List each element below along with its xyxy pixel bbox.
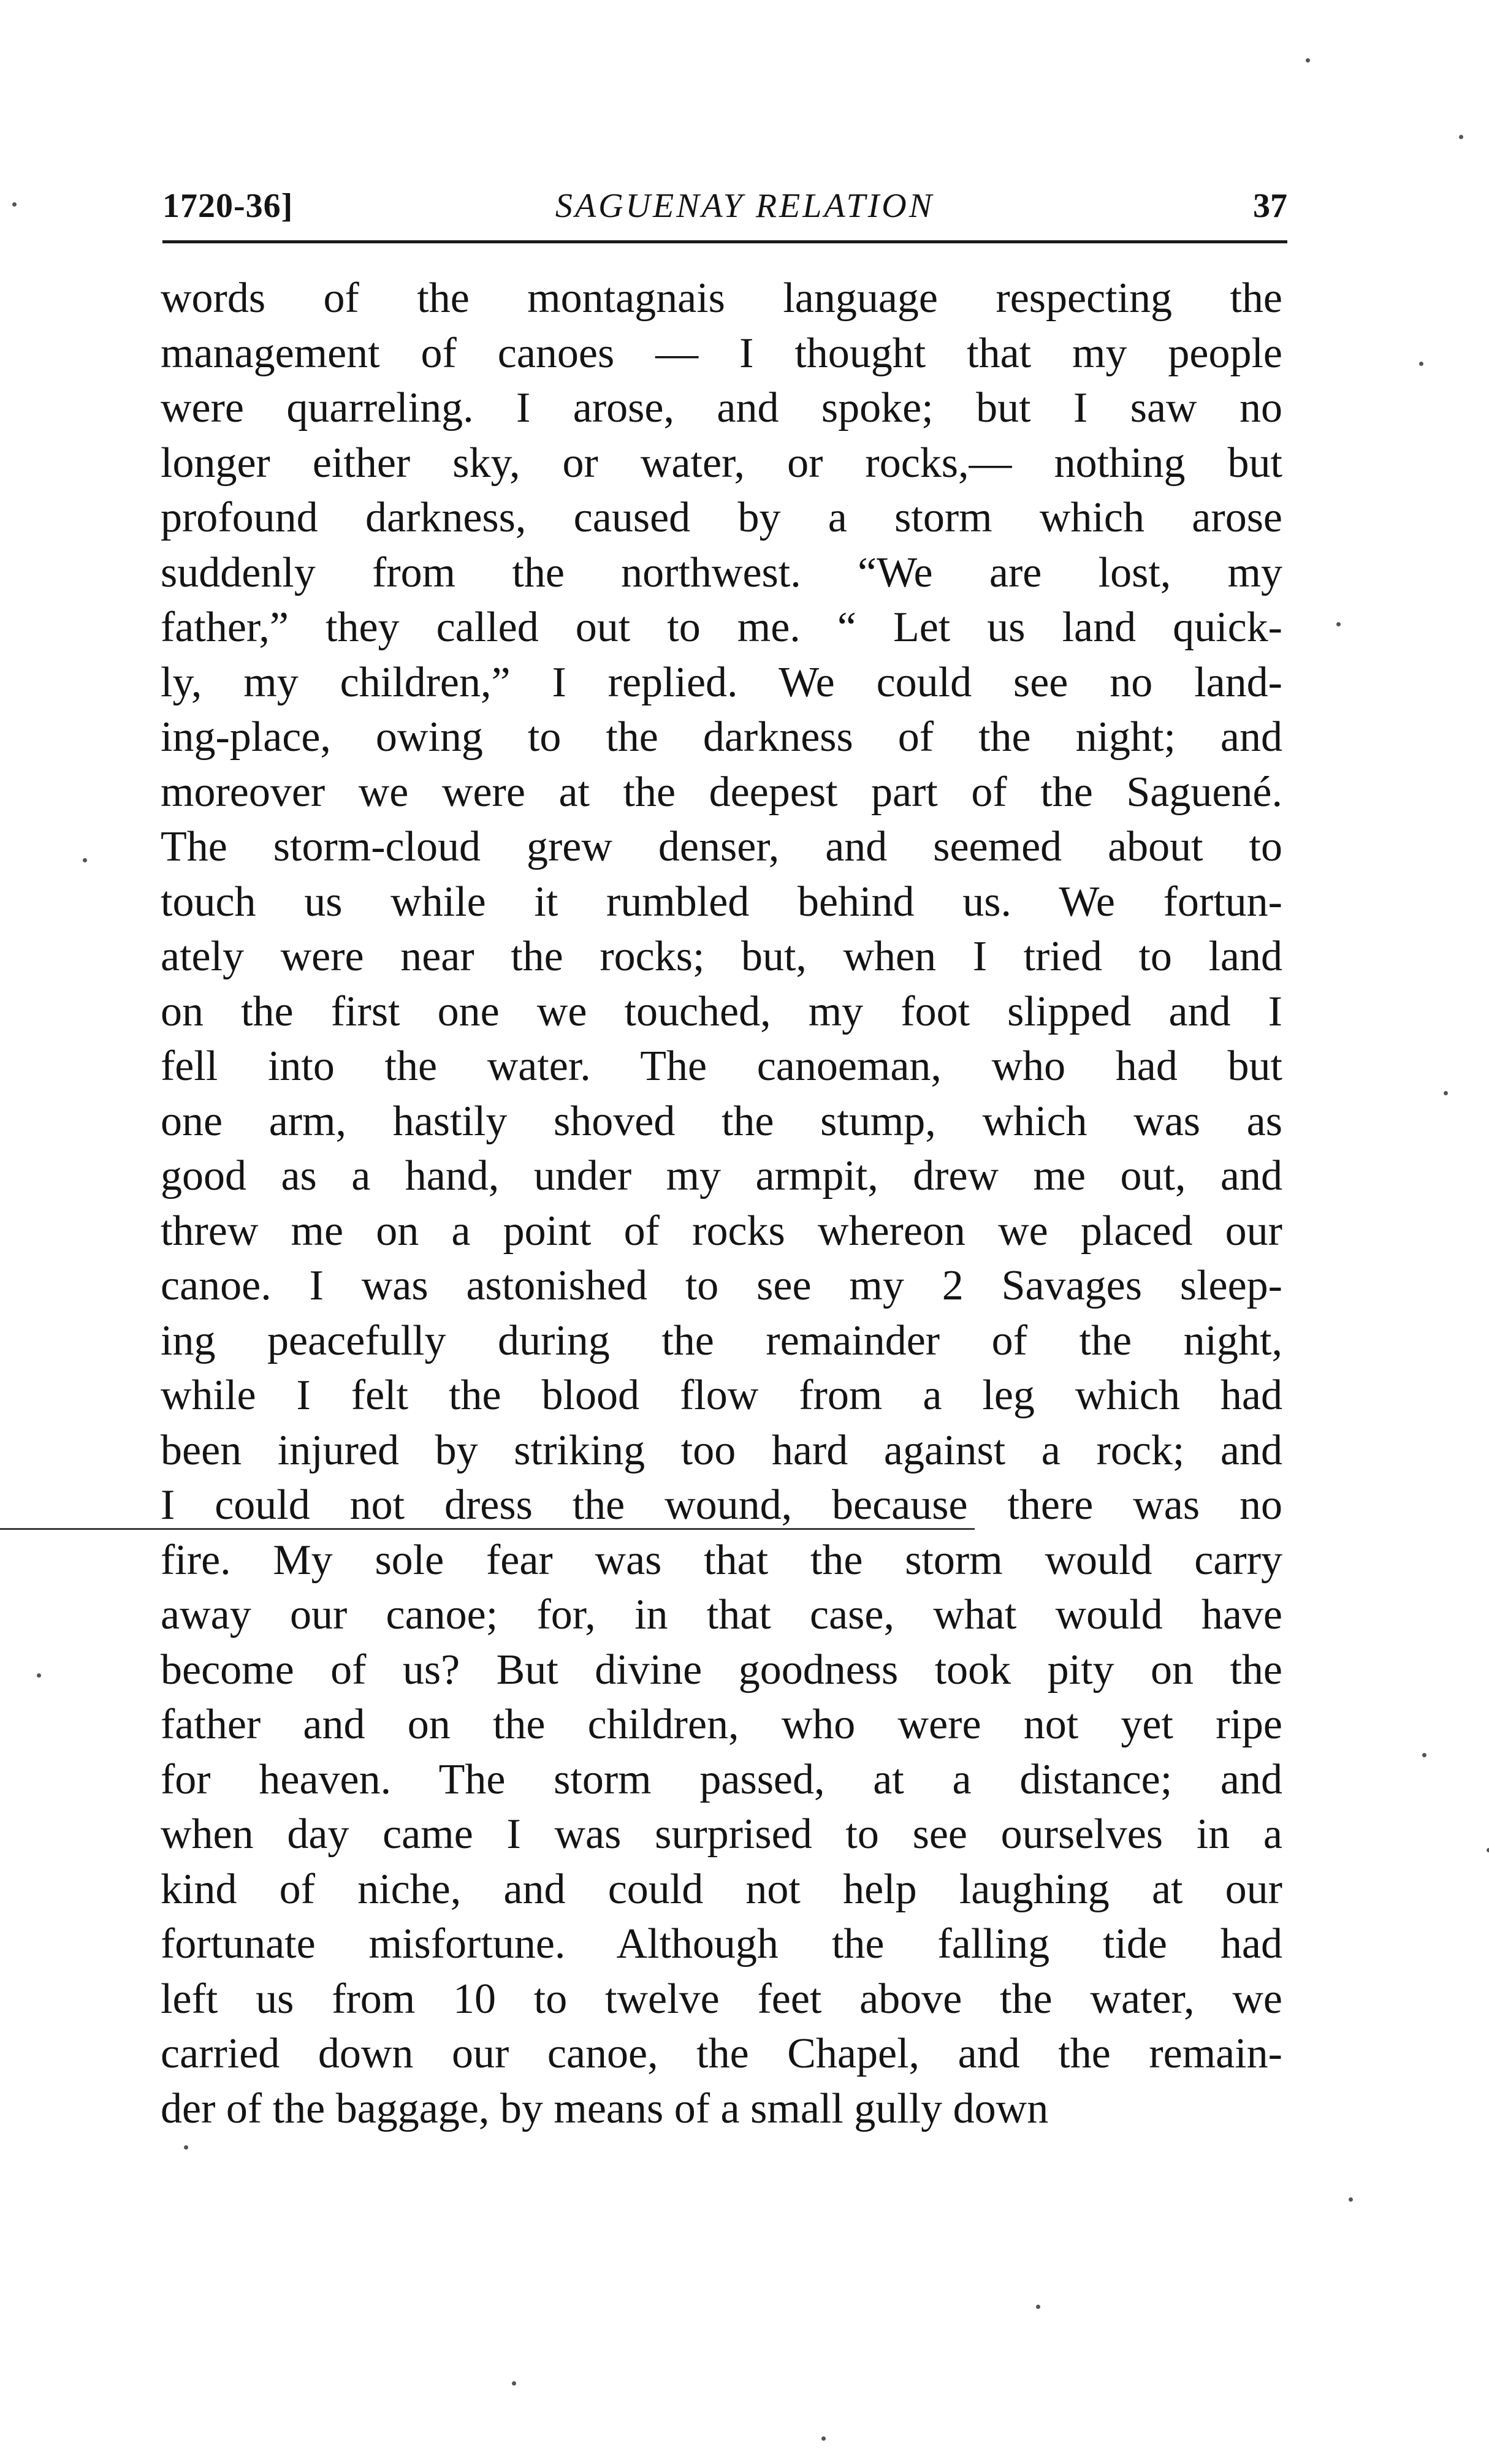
scan-speck: [83, 858, 87, 862]
text-line: threw me on a point of rocks whereon we placed our: [161, 1207, 1282, 1255]
scan-speck: [1349, 2197, 1353, 2202]
scan-speck: [1336, 622, 1341, 626]
year-range: 1720-36]: [162, 187, 294, 225]
text-line: moreover we were at the deepest part of the Saguené.: [161, 768, 1282, 816]
scan-speck: [1419, 362, 1423, 366]
text-line: ing-place, owing to the darkness of the night; and: [161, 713, 1282, 761]
text-line: der of the baggage, by means of a small gully down: [161, 2085, 1049, 2132]
text-line: away our canoe; for, in that case, what would have: [161, 1591, 1282, 1638]
text-line: father,” they called out to me. “ Let us land quick-: [161, 604, 1282, 651]
scan-speck: [821, 2436, 826, 2441]
scan-speck: [184, 2145, 188, 2150]
text-line: ing peacefully during the remainder of the night,: [161, 1317, 1282, 1364]
text-line: when day came I was surprised to see ourselves in a: [161, 1811, 1282, 1858]
text-line: were quarreling. I arose, and spoke; but I saw no: [161, 384, 1282, 432]
scan-speck: [512, 2381, 516, 2386]
text-line: touch us while it rumbled behind us. We fortun-: [161, 878, 1282, 926]
scan-speck: [1306, 58, 1310, 63]
running-head: [162, 181, 1287, 230]
scan-speck: [1444, 1091, 1448, 1095]
text-line: words of the montagnais language respecting the: [161, 275, 1282, 322]
text-line: canoe. I was astonished to see my 2 Savages sleep-: [161, 1262, 1282, 1309]
text-line: ately were near the rocks; but, when I tried to land: [161, 933, 1282, 980]
text-line: fell into the water. The canoeman, who had but: [161, 1043, 1282, 1090]
text-line: good as a hand, under my armpit, drew me out, and: [161, 1152, 1282, 1200]
text-line: I could not dress the wound, because there was no: [161, 1481, 1282, 1529]
header-rule: [162, 240, 1287, 243]
text-line: longer either sky, or water, or rocks,— nothing but: [161, 439, 1282, 487]
text-line: carried down our canoe, the Chapel, and the remain-: [161, 2030, 1282, 2077]
scan-underline-mark: [0, 1528, 975, 1530]
text-line: while I felt the blood flow from a leg which had: [161, 1372, 1282, 1419]
text-line: management of canoes — I thought that my people: [161, 329, 1282, 377]
text-line: suddenly from the northwest. “We are lost, my: [161, 549, 1282, 596]
text-line: kind of niche, and could not help laughing at our: [161, 1865, 1282, 1913]
text-line: ly, my children,” I replied. We could see no land-: [161, 658, 1282, 706]
text-line: become of us? But divine goodness took pity on the: [161, 1646, 1282, 1694]
running-title: SAGUENAY RELATION: [555, 187, 935, 225]
text-line: for heaven. The storm passed, at a distance; and: [161, 1755, 1282, 1803]
scan-speck: [1487, 1848, 1489, 1852]
text-line: left us from 10 to twelve feet above the water, we: [161, 1975, 1282, 2023]
text-line: one arm, hastily shoved the stump, which was as: [161, 1097, 1282, 1145]
scan-speck: [37, 1673, 41, 1678]
text-line: The storm-cloud grew denser, and seemed about to: [161, 823, 1282, 870]
page-number: 37: [1253, 187, 1287, 225]
body-text: [161, 271, 1282, 2136]
scan-speck: [12, 202, 17, 207]
text-line: father and on the children, who were not yet ripe: [161, 1701, 1282, 1748]
text-line: profound darkness, caused by a storm which arose: [161, 494, 1282, 541]
scan-speck: [1459, 135, 1463, 139]
text-line: fortunate misfortune. Although the falling tide had: [161, 1920, 1282, 1968]
text-line: been injured by striking too hard against a rock; and: [161, 1426, 1282, 1474]
scan-speck: [1422, 1753, 1426, 1757]
scan-speck: [1036, 2305, 1040, 2309]
text-line: on the first one we touched, my foot slipped and I: [161, 987, 1282, 1035]
text-line: fire. My sole fear was that the storm would carry: [161, 1536, 1282, 1584]
